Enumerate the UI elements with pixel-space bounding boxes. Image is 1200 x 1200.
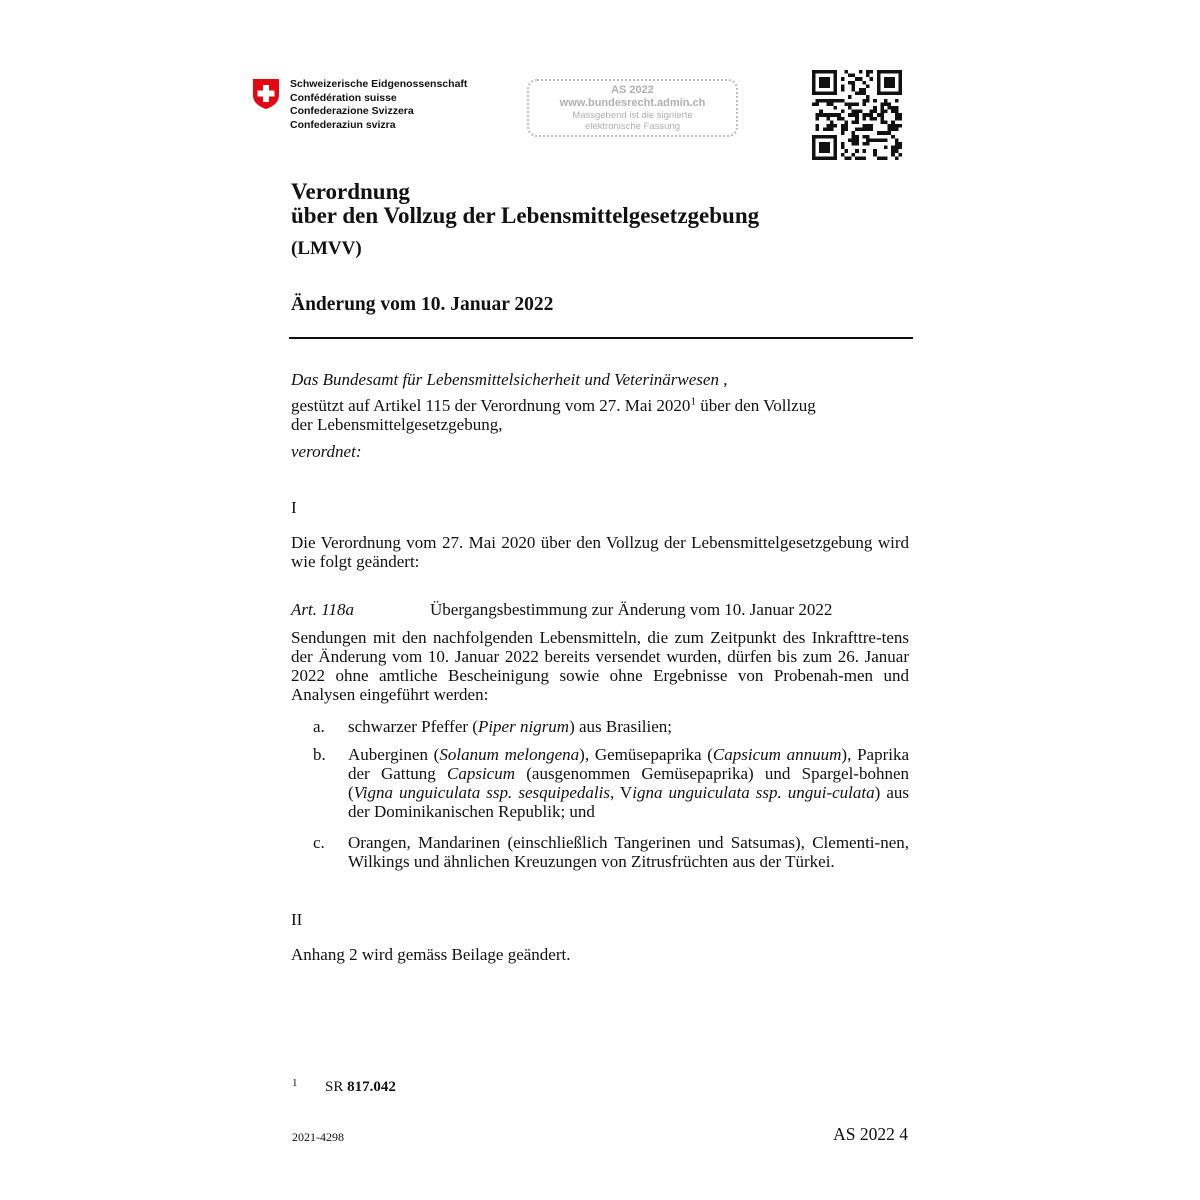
footnote-ref: 1 [690,395,696,408]
page-reference: AS 2022 4 [833,1124,908,1144]
preamble-decrees: verordnet: [291,442,362,461]
section-1-intro: Die Verordnung vom 27. Mai 2020 über den Vollzug der Lebensmittelgesetzgebung wird wie folgt geändert: [291,533,909,571]
list-item [313,717,909,736]
confederation-de: Schweizerische Eidgenossenschaft [290,78,468,90]
footnote-number: 1 [292,1077,298,1089]
article-number: Art. 118a [291,600,354,619]
section-numeral-2: II [291,910,303,929]
section-2-text: Anhang 2 wird gemäss Beilage geändert. [291,945,571,964]
preamble-basis-text: gestützt auf Artikel 115 der Verordnung vom 27. Mai 2020 [291,396,691,415]
list-item-mark: c. [313,833,325,852]
swiss-cross-icon [252,78,280,110]
document-title [291,180,759,228]
confederation-it: Confederazione Svizzera [290,105,414,117]
title-abbreviation: (LMVV) [291,238,362,259]
confederation-names [290,78,467,132]
confederation-fr: Confédération suisse [290,91,397,104]
publication-stamp [527,79,738,137]
preamble-basis-text-2: über den Vollzug [695,396,816,415]
document-id: 2021-4298 [292,1130,344,1144]
list-item-mark: b. [313,745,326,764]
preamble-authority: Das Bundesamt für Lebensmittelsicherheit und Veterinärwesen , [291,370,728,389]
section-numeral-1: I [291,498,297,517]
preamble-basis [291,396,909,434]
list-item [313,745,909,821]
article-text: Sendungen mit den nachfolgenden Lebensmitteln, die zum Zeitpunkt des Inkrafttre-tens der Änderung vom 10. Januar 2022 bereits versendet wurden, dürfen bis zum 26. Januar 2022 ohne amtliche Bescheinigung sowie ohne Ergebnisse von Probenah-men und Analysen eingeführt werden: [291,628,909,704]
amendment-date: Änderung vom 10. Januar 2022 [291,294,554,315]
list-item-text: Auberginen (Solanum melongena), Gemüsepaprika (Capsicum annuum), Paprika der Gattung Capsicum (ausgenommen Gemüsepaprika) und Spargel-bohnen (Vigna unguiculata ssp. sesquipedalis, Vigna unguiculata ssp. ungui-culata) aus der Dominikanischen Republik; und [348,745,910,821]
stamp-line-4: elektronische Fassung [584,121,681,132]
qr-code-icon [812,70,902,160]
stamp-line-2: www.bundesrecht.admin.ch [559,97,706,109]
list-item-text: schwarzer Pfeffer (Piper nigrum) aus Brasilien; [348,717,673,736]
list-item-mark: a. [313,717,325,736]
title-line-2: über den Vollzug der Lebensmittelgesetzgebung [291,203,760,228]
stamp-line-3: Massgebend ist die signierte [572,110,693,121]
list-item [313,833,909,871]
title-divider [289,337,913,339]
article-title: Übergangsbestimmung zur Änderung vom 10. Januar 2022 [430,600,833,619]
list-item-text: Orangen, Mandarinen (einschließlich Tangerinen und Satsumas), Clementi-nen, Wilkings und ähnlichen Kreuzungen von Zitrusfrüchten aus der Türkei. [348,833,909,871]
preamble-basis-line-2: der Lebensmittelgesetzgebung, [291,415,503,434]
confederation-rm: Confederaziun svizra [290,118,396,131]
stamp-line-1: AS 2022 [611,84,654,96]
title-line-1: Verordnung [291,179,410,204]
footnote-text: SR 817.042 [325,1079,396,1095]
